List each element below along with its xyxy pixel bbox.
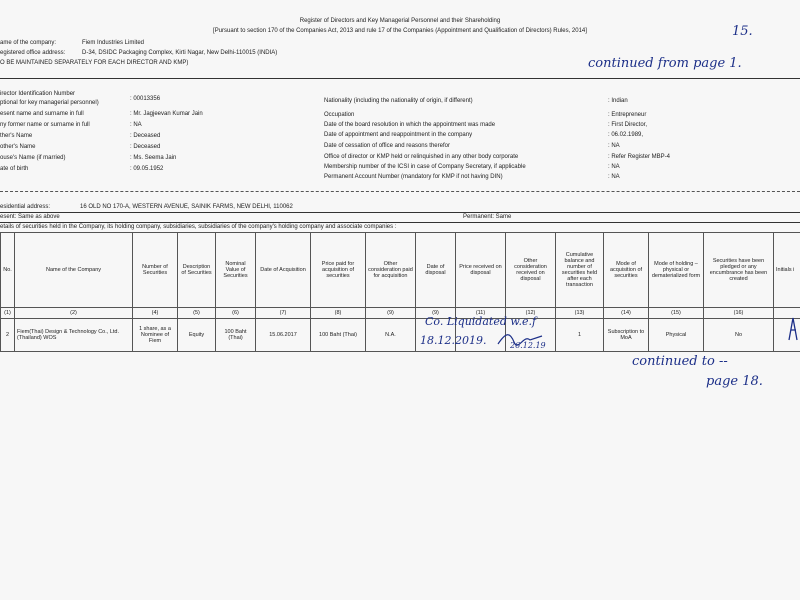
table-cell: 2 [1, 319, 15, 352]
table-header-cell: Mode of acquisition of securities [604, 233, 649, 308]
register-subtitle: [Pursuant to section 170 of the Companies Act, 2013 and rule 17 of the Companies (Appointment and Qualification of Directors) Rules, 2014] [213, 28, 587, 34]
residential-address-value: 16 OLD NO 170-A, WESTERN AVENUE, SAINIK FARMS, NEW DELHI, 110062 [80, 204, 293, 210]
securities-divider [0, 222, 800, 223]
handwritten-initials-mark [786, 314, 800, 344]
board-resolution-label: Date of the board resolution in which the appointment was made [324, 122, 496, 128]
column-number: (8) [311, 308, 366, 319]
residential-address-label: esidential address: [0, 204, 51, 210]
occupation-value: : Entrepreneur [608, 112, 647, 118]
icsi-membership-value: : NA [608, 164, 620, 170]
table-row [1, 319, 800, 352]
mother-name-value: : Deceased [130, 144, 161, 150]
pan-value: : NA [608, 174, 620, 180]
spouse-name-label: ouse's Name (if married) [0, 155, 66, 161]
former-name-value: : NA [130, 122, 142, 128]
handwritten-page-number: 15. [732, 24, 753, 39]
handwritten-signature-date: 26.12.19 [510, 341, 546, 350]
table-header-cell: No. [1, 233, 15, 308]
maintenance-note: O BE MAINTAINED SEPARATELY FOR EACH DIRECTOR AND KMP) [0, 60, 189, 66]
father-name-value: : Deceased [130, 133, 161, 139]
handwritten-continued-page: page 18. [706, 374, 763, 389]
table-header-cell: Price paid for acquisition of securities [311, 233, 366, 308]
table-header-cell: Nominal Value of Securities [216, 233, 256, 308]
header-divider [0, 78, 800, 79]
spouse-name-value: : Ms. Seema Jain [130, 155, 177, 161]
appointment-date-value: : 06.02.1989, [608, 132, 644, 138]
din-label: irector Identification Number [0, 91, 76, 97]
registered-office-label: egistered office address: [0, 50, 66, 56]
former-name-label: ny former name or surname in full [0, 122, 90, 128]
occupation-label: Occupation [324, 112, 355, 118]
permanent-address-label: Permanent: Same [463, 214, 512, 220]
table-header-cell: Price received on disposal [456, 233, 506, 308]
column-number: (15) [649, 308, 704, 319]
handwritten-continued-to: continued to -- [632, 354, 728, 369]
securities-heading: etails of securities held in the Company, its holding company, subsidiaries, subsidiaries of the company's holding company and associate companies : [0, 224, 397, 230]
table-header-cell: Mode of holding – physical or dematerialized form [649, 233, 704, 308]
table-cell: 100 Baht (Thai) [311, 319, 366, 352]
table-header-cell: Initials i [774, 233, 800, 308]
nationality-label: Nationality (including the nationality of origin, if different) [324, 98, 473, 104]
company-name-label: ame of the company: [0, 40, 57, 46]
register-title: Register of Directors and Key Managerial Personnel and their Shareholding [299, 18, 501, 24]
appointment-date-label: Date of appointment and reappointment in the company [324, 132, 473, 138]
board-resolution-value: : First Director, [608, 122, 648, 128]
cessation-value: : NA [608, 143, 620, 149]
column-number: (6) [216, 308, 256, 319]
table-cell: 1 [556, 319, 604, 352]
pan-label: Permanent Account Number (mandatory for KMP if not having DIN) [324, 174, 503, 180]
column-number: (4) [133, 308, 178, 319]
present-name-value: : Mr. Jagjeevan Kumar Jain [130, 111, 203, 117]
mother-name-label: other's Name [0, 144, 36, 150]
table-cell: 100 Baht (Thai) [216, 319, 256, 352]
column-number: (12) [506, 308, 556, 319]
table-header-cell: Date of Acquisition [256, 233, 311, 308]
icsi-membership-label: Membership number of the ICSI in case of Company Secretary, if applicable [324, 164, 526, 170]
table-header-cell: Other consideration paid for acquisition [366, 233, 416, 308]
handwritten-liquidated-note: Co. Liquidated w.e.f [425, 315, 537, 328]
column-number: (9) [366, 308, 416, 319]
table-cell: Equity [178, 319, 216, 352]
table-header-row [1, 233, 800, 308]
din-label-note: ptional for key managerial personnel) [0, 100, 99, 106]
table-cell: No [704, 319, 774, 352]
other-office-value: : Refer Register MBP-4 [608, 154, 671, 160]
handwritten-continued-from: continued from page 1. [588, 56, 742, 71]
column-number: (13) [556, 308, 604, 319]
table-cell: 15.06.2017 [256, 319, 311, 352]
table-cell: 1 share, as a Nominee of Fiem [133, 319, 178, 352]
column-number: (11) [456, 308, 506, 319]
table-cell: Physical [649, 319, 704, 352]
securities-table [0, 232, 800, 352]
column-number: (7) [256, 308, 311, 319]
column-number: (5) [178, 308, 216, 319]
table-header-cell: Other consideration received on disposal [506, 233, 556, 308]
table-header-cell: Description of Securities [178, 233, 216, 308]
present-address-label: esent: Same as above [0, 214, 60, 220]
cessation-label: Date of cessation of office and reasons therefor [324, 143, 450, 149]
table-header-cell: Cumulative balance and number of securities held after each transaction [556, 233, 604, 308]
column-number: (1) [1, 308, 15, 319]
father-name-label: ther's Name [0, 133, 33, 139]
nationality-value: : Indian [608, 98, 628, 104]
column-number-row [1, 308, 800, 319]
din-value: : 00013356 [130, 96, 161, 102]
table-cell: Fiem(Thai) Design & Technology Co., Ltd. (Thailand) WOS [15, 319, 133, 352]
column-number: (9) [416, 308, 456, 319]
table-header-cell: Number of Securities [133, 233, 178, 308]
present-name-label: esent name and surname in full [0, 111, 84, 117]
handwritten-liquidation-date: 18.12.2019. [420, 334, 487, 347]
column-number: (2) [15, 308, 133, 319]
table-header-cell: Securities have been pledged or any encumbrance has been created [704, 233, 774, 308]
birth-date-value: : 09.05.1952 [130, 166, 164, 172]
company-name-value: Fiem Industries Limited [82, 40, 145, 46]
table-header-cell: Date of disposal [416, 233, 456, 308]
registered-office-value: D-34, DSIDC Packaging Complex, Kirti Nagar, New Delhi-110015 (INDIA) [82, 50, 278, 56]
table-cell: Subscription to MoA [604, 319, 649, 352]
birth-date-label: ate of birth [0, 166, 29, 172]
table-cell: N.A. [366, 319, 416, 352]
column-number: (14) [604, 308, 649, 319]
table-header-cell: Name of the Company [15, 233, 133, 308]
other-office-label: Office of director or KMP held or relinquished in any other body corporate [324, 154, 519, 160]
address-divider [0, 191, 800, 192]
present-address-divider [0, 212, 800, 213]
column-number: (16) [704, 308, 774, 319]
